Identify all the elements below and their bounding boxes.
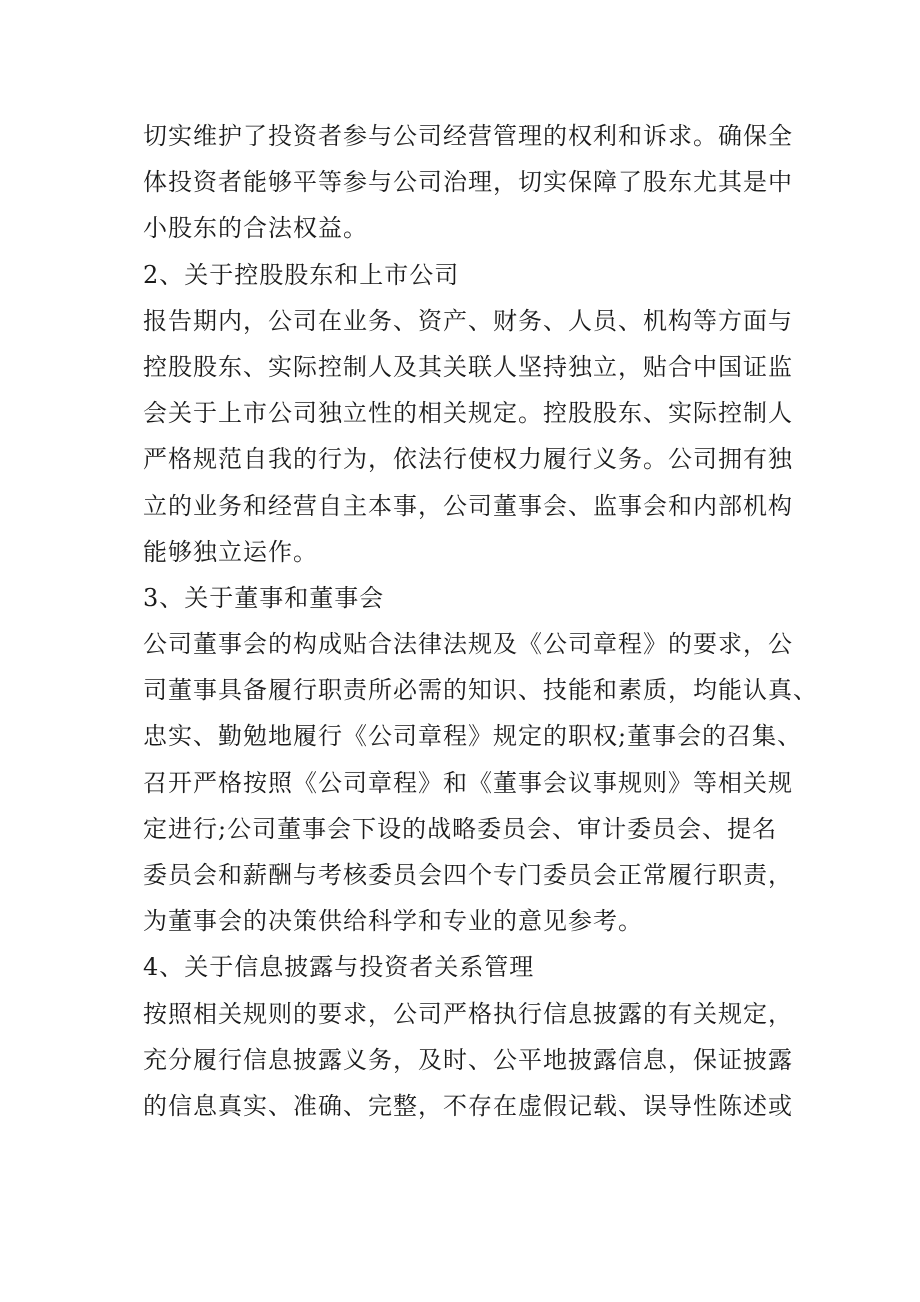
text-line: 召开严格按照《公司章程》和《董事会议事规则》等相关规 (143, 768, 793, 797)
text-line: 切实维护了投资者参与公司经营管理的权利和诉求。确保全 (143, 122, 793, 150)
text-line: 司董事具备履行职责所必需的知识、技能和素质，均能认真、 (143, 676, 818, 705)
body-text (143, 113, 818, 1129)
text-line: 忠实、勤勉地履行《公司章程》规定的职权;董事会的召集、 (143, 722, 803, 751)
text-line: 充分履行信息披露义务，及时、公平地披露信息，保证披露 (143, 1045, 793, 1074)
text-line: 能够独立运作。 (143, 537, 318, 566)
text-line: 委员会和薪酬与考核委员会四个专门委员会正常履行职责， (143, 861, 793, 889)
text-line: 为董事会的决策供给科学和专业的意见参考。 (143, 907, 643, 936)
text-line: 会关于上市公司独立性的相关规定。控股股东、实际控制人 (143, 399, 793, 428)
text-line: 控股股东、实际控制人及其关联人坚持独立，贴合中国证监 (143, 352, 793, 381)
text-line: 的信息真实、准确、完整，不存在虚假记载、误导性陈述或 (143, 1091, 793, 1120)
text-line: 严格规范自我的行为，依法行使权力履行义务。公司拥有独 (143, 445, 793, 474)
text-line: 小股东的合法权益。 (143, 214, 368, 243)
text-line: 定进行;公司董事会下设的战略委员会、审计委员会、提名 (143, 814, 778, 843)
text-line: 按照相关规则的要求，公司严格执行信息披露的有关规定， (143, 999, 793, 1028)
text-line: 公司董事会的构成贴合法律法规及《公司章程》的要求，公 (143, 630, 793, 659)
text-line: 体投资者能够平等参与公司治理，切实保障了股东尤其是中 (143, 168, 793, 197)
section-heading-2: 2、关于控股股东和上市公司 (143, 260, 460, 289)
section-heading-4: 4、关于信息披露与投资者关系管理 (143, 953, 535, 982)
section-heading-3: 3、关于董事和董事会 (143, 583, 385, 612)
text-line: 立的业务和经营自主本事，公司董事会、监事会和内部机构 (143, 491, 793, 520)
text-line: 报告期内，公司在业务、资产、财务、人员、机构等方面与 (143, 306, 793, 335)
